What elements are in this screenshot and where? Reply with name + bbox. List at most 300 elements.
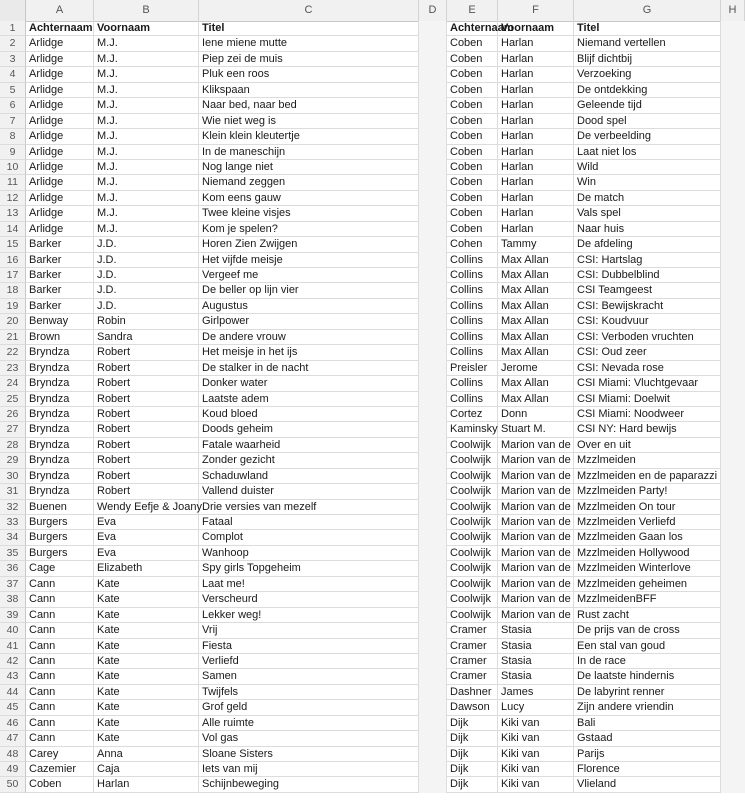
cell[interactable]: Arlidge (26, 191, 94, 206)
empty-column-d[interactable] (419, 577, 447, 592)
cell[interactable]: Kate (94, 623, 199, 638)
cell[interactable]: Coolwijk (447, 546, 498, 561)
cell[interactable]: Kate (94, 700, 199, 715)
cell[interactable]: De ontdekking (574, 83, 721, 98)
row-number[interactable]: 48 (0, 747, 26, 762)
empty-column-d[interactable] (419, 268, 447, 283)
cell[interactable]: Girlpower (199, 314, 419, 329)
empty-column-d[interactable] (419, 654, 447, 669)
cell[interactable]: Coben (447, 191, 498, 206)
empty-column-h[interactable] (721, 669, 745, 684)
cell[interactable]: Kiki van (498, 777, 574, 792)
cell[interactable]: Geleende tijd (574, 98, 721, 113)
cell[interactable]: Barker (26, 253, 94, 268)
cell[interactable]: Marion van de (498, 592, 574, 607)
cell[interactable]: CSI: Koudvuur (574, 314, 721, 329)
empty-column-h[interactable] (721, 52, 745, 67)
cell[interactable]: Piep zei de muis (199, 52, 419, 67)
cell[interactable]: De stalker in de nacht (199, 361, 419, 376)
row-number[interactable]: 17 (0, 268, 26, 283)
empty-column-d[interactable] (419, 639, 447, 654)
row-number[interactable]: 28 (0, 438, 26, 453)
cell[interactable]: Titel (199, 21, 419, 36)
cell[interactable]: Kiki van (498, 731, 574, 746)
empty-column-h[interactable] (721, 639, 745, 654)
cell[interactable]: Iets van mij (199, 762, 419, 777)
cell[interactable]: Caja (94, 762, 199, 777)
cell[interactable]: Harlan (498, 191, 574, 206)
cell[interactable]: Dijk (447, 762, 498, 777)
empty-column-h[interactable] (721, 299, 745, 314)
cell[interactable]: Bryndza (26, 469, 94, 484)
empty-column-h[interactable] (721, 345, 745, 360)
cell[interactable]: Marion van de (498, 469, 574, 484)
empty-column-d[interactable] (419, 160, 447, 175)
cell[interactable]: Grof geld (199, 700, 419, 715)
cell[interactable]: Coolwijk (447, 484, 498, 499)
cell[interactable]: Arlidge (26, 114, 94, 129)
cell[interactable]: Harlan (498, 145, 574, 160)
row-number[interactable]: 42 (0, 654, 26, 669)
cell[interactable]: Mzzlmeiden Gaan los (574, 530, 721, 545)
cell[interactable]: Drie versies van mezelf (199, 500, 419, 515)
cell[interactable]: Schijnbeweging (199, 777, 419, 792)
empty-column-d[interactable] (419, 453, 447, 468)
cell[interactable]: Mzzlmeiden On tour (574, 500, 721, 515)
empty-column-h[interactable] (721, 330, 745, 345)
cell[interactable]: CSI Miami: Vluchtgevaar (574, 376, 721, 391)
cell[interactable]: CSI: Nevada rose (574, 361, 721, 376)
row-number[interactable]: 20 (0, 314, 26, 329)
cell[interactable]: Voornaam (94, 21, 199, 36)
cell[interactable]: Robert (94, 345, 199, 360)
empty-column-d[interactable] (419, 191, 447, 206)
empty-column-d[interactable] (419, 330, 447, 345)
cell[interactable]: Win (574, 175, 721, 190)
cell[interactable]: Schaduwland (199, 469, 419, 484)
empty-column-h[interactable] (721, 67, 745, 82)
cell[interactable]: Harlan (498, 36, 574, 51)
row-number[interactable]: 41 (0, 639, 26, 654)
empty-column-h[interactable] (721, 777, 745, 792)
cell[interactable]: Carey (26, 747, 94, 762)
cell[interactable]: Coolwijk (447, 608, 498, 623)
cell[interactable]: Horen Zien Zwijgen (199, 237, 419, 252)
cell[interactable]: De match (574, 191, 721, 206)
cell[interactable]: Marion van de (498, 530, 574, 545)
empty-column-h[interactable] (721, 561, 745, 576)
cell[interactable]: Stasia (498, 623, 574, 638)
empty-column-d[interactable] (419, 438, 447, 453)
cell[interactable]: Max Allan (498, 314, 574, 329)
empty-column-d[interactable] (419, 608, 447, 623)
cell[interactable]: Dijk (447, 731, 498, 746)
cell[interactable]: Burgers (26, 546, 94, 561)
empty-column-h[interactable] (721, 700, 745, 715)
cell[interactable]: Mzzlmeiden Hollywood (574, 546, 721, 561)
cell[interactable]: M.J. (94, 52, 199, 67)
row-number[interactable]: 35 (0, 546, 26, 561)
cell[interactable]: Bryndza (26, 438, 94, 453)
cell[interactable]: Mzzlmeiden (574, 453, 721, 468)
cell[interactable]: Cage (26, 561, 94, 576)
cell[interactable]: Barker (26, 268, 94, 283)
cell[interactable]: Harlan (94, 777, 199, 792)
cell[interactable]: Collins (447, 314, 498, 329)
row-number[interactable]: 25 (0, 392, 26, 407)
cell[interactable]: De prijs van de cross (574, 623, 721, 638)
row-number[interactable]: 6 (0, 98, 26, 113)
cell[interactable]: Stuart M. (498, 422, 574, 437)
empty-column-h[interactable] (721, 114, 745, 129)
cell[interactable]: Tammy (498, 237, 574, 252)
cell[interactable]: Bryndza (26, 484, 94, 499)
cell[interactable]: Collins (447, 345, 498, 360)
cell[interactable]: Sloane Sisters (199, 747, 419, 762)
cell[interactable]: Verzoeking (574, 67, 721, 82)
cell[interactable]: Klein klein kleutertje (199, 129, 419, 144)
cell[interactable]: Kate (94, 669, 199, 684)
cell[interactable]: Gstaad (574, 731, 721, 746)
row-number[interactable]: 34 (0, 530, 26, 545)
cell[interactable]: Dijk (447, 747, 498, 762)
empty-column-d[interactable] (419, 222, 447, 237)
cell[interactable]: M.J. (94, 160, 199, 175)
cell[interactable]: De verbeelding (574, 129, 721, 144)
row-number[interactable]: 31 (0, 484, 26, 499)
cell[interactable]: M.J. (94, 191, 199, 206)
cell[interactable]: Bali (574, 716, 721, 731)
cell[interactable]: Elizabeth (94, 561, 199, 576)
row-number[interactable]: 22 (0, 345, 26, 360)
cell[interactable]: Een stal van goud (574, 639, 721, 654)
cell[interactable]: Anna (94, 747, 199, 762)
cell[interactable]: Buenen (26, 500, 94, 515)
empty-column-h[interactable] (721, 283, 745, 298)
row-number[interactable]: 45 (0, 700, 26, 715)
empty-column-d[interactable] (419, 700, 447, 715)
cell[interactable]: Max Allan (498, 299, 574, 314)
cell[interactable]: Harlan (498, 129, 574, 144)
empty-column-h[interactable] (721, 160, 745, 175)
cell[interactable]: Kate (94, 639, 199, 654)
cell[interactable]: Samen (199, 669, 419, 684)
cell[interactable]: Kom eens gauw (199, 191, 419, 206)
cell[interactable]: Coolwijk (447, 438, 498, 453)
cell[interactable]: Cortez (447, 407, 498, 422)
cell[interactable]: Marion van de (498, 453, 574, 468)
row-number[interactable]: 24 (0, 376, 26, 391)
cell[interactable]: Kate (94, 685, 199, 700)
cell[interactable]: Dijk (447, 716, 498, 731)
empty-column-d[interactable] (419, 175, 447, 190)
cell[interactable]: Over en uit (574, 438, 721, 453)
row-number[interactable]: 44 (0, 685, 26, 700)
cell[interactable]: Stasia (498, 639, 574, 654)
empty-column-d[interactable] (419, 422, 447, 437)
cell[interactable]: Doods geheim (199, 422, 419, 437)
cell[interactable]: Donn (498, 407, 574, 422)
cell[interactable]: M.J. (94, 114, 199, 129)
cell[interactable]: Arlidge (26, 83, 94, 98)
cell[interactable]: Harlan (498, 160, 574, 175)
cell[interactable]: Robert (94, 469, 199, 484)
empty-column-d[interactable] (419, 762, 447, 777)
empty-column-d[interactable] (419, 500, 447, 515)
cell[interactable]: Cramer (447, 623, 498, 638)
cell[interactable]: Coben (447, 67, 498, 82)
row-number[interactable]: 13 (0, 206, 26, 221)
cell[interactable]: Robert (94, 361, 199, 376)
empty-column-h[interactable] (721, 206, 745, 221)
cell[interactable]: Marion van de (498, 500, 574, 515)
column-header-h[interactable]: H (721, 0, 745, 21)
row-number[interactable]: 29 (0, 453, 26, 468)
row-number[interactable]: 50 (0, 777, 26, 792)
empty-column-d[interactable] (419, 129, 447, 144)
cell[interactable]: Bryndza (26, 345, 94, 360)
empty-column-d[interactable] (419, 67, 447, 82)
cell[interactable]: CSI Teamgeest (574, 283, 721, 298)
cell[interactable]: Iene miene mutte (199, 36, 419, 51)
cell[interactable]: CSI: Hartslag (574, 253, 721, 268)
cell[interactable]: Laatste adem (199, 392, 419, 407)
row-number[interactable]: 37 (0, 577, 26, 592)
empty-column-h[interactable] (721, 469, 745, 484)
cell[interactable]: De andere vrouw (199, 330, 419, 345)
cell[interactable]: De laatste hindernis (574, 669, 721, 684)
empty-column-h[interactable] (721, 83, 745, 98)
cell[interactable]: Max Allan (498, 253, 574, 268)
cell[interactable]: M.J. (94, 175, 199, 190)
column-header-b[interactable]: B (94, 0, 199, 21)
empty-column-h[interactable] (721, 577, 745, 592)
empty-column-d[interactable] (419, 253, 447, 268)
empty-column-d[interactable] (419, 83, 447, 98)
empty-column-h[interactable] (721, 422, 745, 437)
cell[interactable]: Burgers (26, 515, 94, 530)
cell[interactable]: Vergeef me (199, 268, 419, 283)
cell[interactable]: Kom je spelen? (199, 222, 419, 237)
cell[interactable]: Coben (447, 98, 498, 113)
cell[interactable]: Verliefd (199, 654, 419, 669)
empty-column-h[interactable] (721, 592, 745, 607)
cell[interactable]: Alle ruimte (199, 716, 419, 731)
empty-column-d[interactable] (419, 561, 447, 576)
empty-column-d[interactable] (419, 731, 447, 746)
cell[interactable]: Robin (94, 314, 199, 329)
cell[interactable]: Klikspaan (199, 83, 419, 98)
cell[interactable]: Cann (26, 592, 94, 607)
cell[interactable]: Harlan (498, 83, 574, 98)
empty-column-h[interactable] (721, 685, 745, 700)
cell[interactable]: Het meisje in het ijs (199, 345, 419, 360)
row-number[interactable]: 16 (0, 253, 26, 268)
cell[interactable]: J.D. (94, 283, 199, 298)
cell[interactable]: De labyrint renner (574, 685, 721, 700)
cell[interactable]: Florence (574, 762, 721, 777)
cell[interactable]: Nog lange niet (199, 160, 419, 175)
empty-column-h[interactable] (721, 191, 745, 206)
cell[interactable]: Naar huis (574, 222, 721, 237)
cell[interactable]: Cramer (447, 654, 498, 669)
empty-column-d[interactable] (419, 299, 447, 314)
cell[interactable]: Harlan (498, 98, 574, 113)
column-header-f[interactable]: F (498, 0, 574, 21)
cell[interactable]: Barker (26, 283, 94, 298)
cell[interactable]: Kate (94, 716, 199, 731)
row-number[interactable]: 47 (0, 731, 26, 746)
empty-column-d[interactable] (419, 206, 447, 221)
empty-column-d[interactable] (419, 623, 447, 638)
cell[interactable]: Mzzlmeiden Party! (574, 484, 721, 499)
cell[interactable]: James (498, 685, 574, 700)
empty-column-d[interactable] (419, 407, 447, 422)
cell[interactable]: Verscheurd (199, 592, 419, 607)
cell[interactable]: Collins (447, 253, 498, 268)
row-number[interactable]: 43 (0, 669, 26, 684)
cell[interactable]: Arlidge (26, 98, 94, 113)
cell[interactable]: Bryndza (26, 376, 94, 391)
row-number[interactable]: 2 (0, 36, 26, 51)
cell[interactable]: Cann (26, 639, 94, 654)
empty-column-h[interactable] (721, 145, 745, 160)
cell[interactable]: CSI Miami: Noodweer (574, 407, 721, 422)
cell[interactable]: Jerome (498, 361, 574, 376)
cell[interactable]: Mzzlmeiden en de paparazzi (574, 469, 721, 484)
column-header-g[interactable]: G (574, 0, 721, 21)
empty-column-d[interactable] (419, 546, 447, 561)
empty-column-h[interactable] (721, 268, 745, 283)
cell[interactable]: Cann (26, 608, 94, 623)
cell[interactable]: Zonder gezicht (199, 453, 419, 468)
cell[interactable]: Wild (574, 160, 721, 175)
cell[interactable]: Coolwijk (447, 500, 498, 515)
cell[interactable]: Robert (94, 453, 199, 468)
empty-column-d[interactable] (419, 592, 447, 607)
cell[interactable]: Max Allan (498, 345, 574, 360)
cell[interactable]: Harlan (498, 67, 574, 82)
cell[interactable]: Pluk een roos (199, 67, 419, 82)
row-number[interactable]: 9 (0, 145, 26, 160)
cell[interactable]: Achternaam (447, 21, 498, 36)
cell[interactable]: Bryndza (26, 453, 94, 468)
empty-column-h[interactable] (721, 175, 745, 190)
cell[interactable]: Kate (94, 654, 199, 669)
cell[interactable]: Marion van de (498, 484, 574, 499)
cell[interactable]: Marion van de (498, 438, 574, 453)
row-number[interactable]: 38 (0, 592, 26, 607)
cell[interactable]: Coolwijk (447, 577, 498, 592)
cell[interactable]: Vrij (199, 623, 419, 638)
row-number[interactable]: 23 (0, 361, 26, 376)
row-number[interactable]: 5 (0, 83, 26, 98)
cell[interactable]: Kiki van (498, 762, 574, 777)
empty-column-h[interactable] (721, 361, 745, 376)
empty-column-d[interactable] (419, 685, 447, 700)
cell[interactable]: Cazemier (26, 762, 94, 777)
cell[interactable]: Arlidge (26, 145, 94, 160)
cell[interactable]: CSI: Dubbelblind (574, 268, 721, 283)
empty-column-h[interactable] (721, 546, 745, 561)
empty-column-d[interactable] (419, 314, 447, 329)
cell[interactable]: Cramer (447, 669, 498, 684)
cell[interactable]: Coben (447, 83, 498, 98)
empty-column-d[interactable] (419, 237, 447, 252)
cell[interactable]: M.J. (94, 67, 199, 82)
cell[interactable]: Cann (26, 654, 94, 669)
empty-column-d[interactable] (419, 747, 447, 762)
cell[interactable]: Niemand zeggen (199, 175, 419, 190)
cell[interactable]: Cann (26, 731, 94, 746)
cell[interactable]: Fataal (199, 515, 419, 530)
row-number[interactable]: 14 (0, 222, 26, 237)
row-number[interactable]: 26 (0, 407, 26, 422)
empty-column-h[interactable] (721, 515, 745, 530)
empty-column-d[interactable] (419, 52, 447, 67)
cell[interactable]: Benway (26, 314, 94, 329)
empty-column-h[interactable] (721, 608, 745, 623)
cell[interactable]: Spy girls Topgeheim (199, 561, 419, 576)
empty-column-d[interactable] (419, 376, 447, 391)
cell[interactable]: Parijs (574, 747, 721, 762)
cell[interactable]: Wie niet weg is (199, 114, 419, 129)
empty-column-d[interactable] (419, 145, 447, 160)
cell[interactable]: CSI: Verboden vruchten (574, 330, 721, 345)
cell[interactable]: Max Allan (498, 330, 574, 345)
cell[interactable]: Rust zacht (574, 608, 721, 623)
cell[interactable]: In de race (574, 654, 721, 669)
cell[interactable]: Sandra (94, 330, 199, 345)
cell[interactable]: M.J. (94, 145, 199, 160)
cell[interactable]: Cohen (447, 237, 498, 252)
cell[interactable]: Bryndza (26, 392, 94, 407)
empty-column-h[interactable] (721, 376, 745, 391)
cell[interactable]: Coben (447, 206, 498, 221)
cell[interactable]: Cann (26, 716, 94, 731)
empty-column-h[interactable] (721, 314, 745, 329)
cell[interactable]: Vol gas (199, 731, 419, 746)
cell[interactable]: Dijk (447, 777, 498, 792)
empty-column-d[interactable] (419, 21, 447, 36)
cell[interactable]: Coben (26, 777, 94, 792)
row-number[interactable]: 33 (0, 515, 26, 530)
row-number[interactable]: 1 (0, 21, 26, 36)
cell[interactable]: Kate (94, 577, 199, 592)
empty-column-h[interactable] (721, 530, 745, 545)
cell[interactable]: Harlan (498, 114, 574, 129)
cell[interactable]: Bryndza (26, 407, 94, 422)
empty-column-d[interactable] (419, 530, 447, 545)
cell[interactable]: M.J. (94, 129, 199, 144)
empty-column-h[interactable] (721, 484, 745, 499)
cell[interactable]: Marion van de (498, 515, 574, 530)
cell[interactable]: M.J. (94, 222, 199, 237)
cell[interactable]: Eva (94, 515, 199, 530)
cell[interactable]: Arlidge (26, 129, 94, 144)
column-header-a[interactable]: A (26, 0, 94, 21)
cell[interactable]: Barker (26, 237, 94, 252)
empty-column-d[interactable] (419, 777, 447, 792)
cell[interactable]: Robert (94, 484, 199, 499)
cell[interactable]: Laat me! (199, 577, 419, 592)
cell[interactable]: Vals spel (574, 206, 721, 221)
row-number[interactable]: 46 (0, 716, 26, 731)
empty-column-h[interactable] (721, 438, 745, 453)
cell[interactable]: Coolwijk (447, 561, 498, 576)
row-number[interactable]: 11 (0, 175, 26, 190)
cell[interactable]: Preisler (447, 361, 498, 376)
